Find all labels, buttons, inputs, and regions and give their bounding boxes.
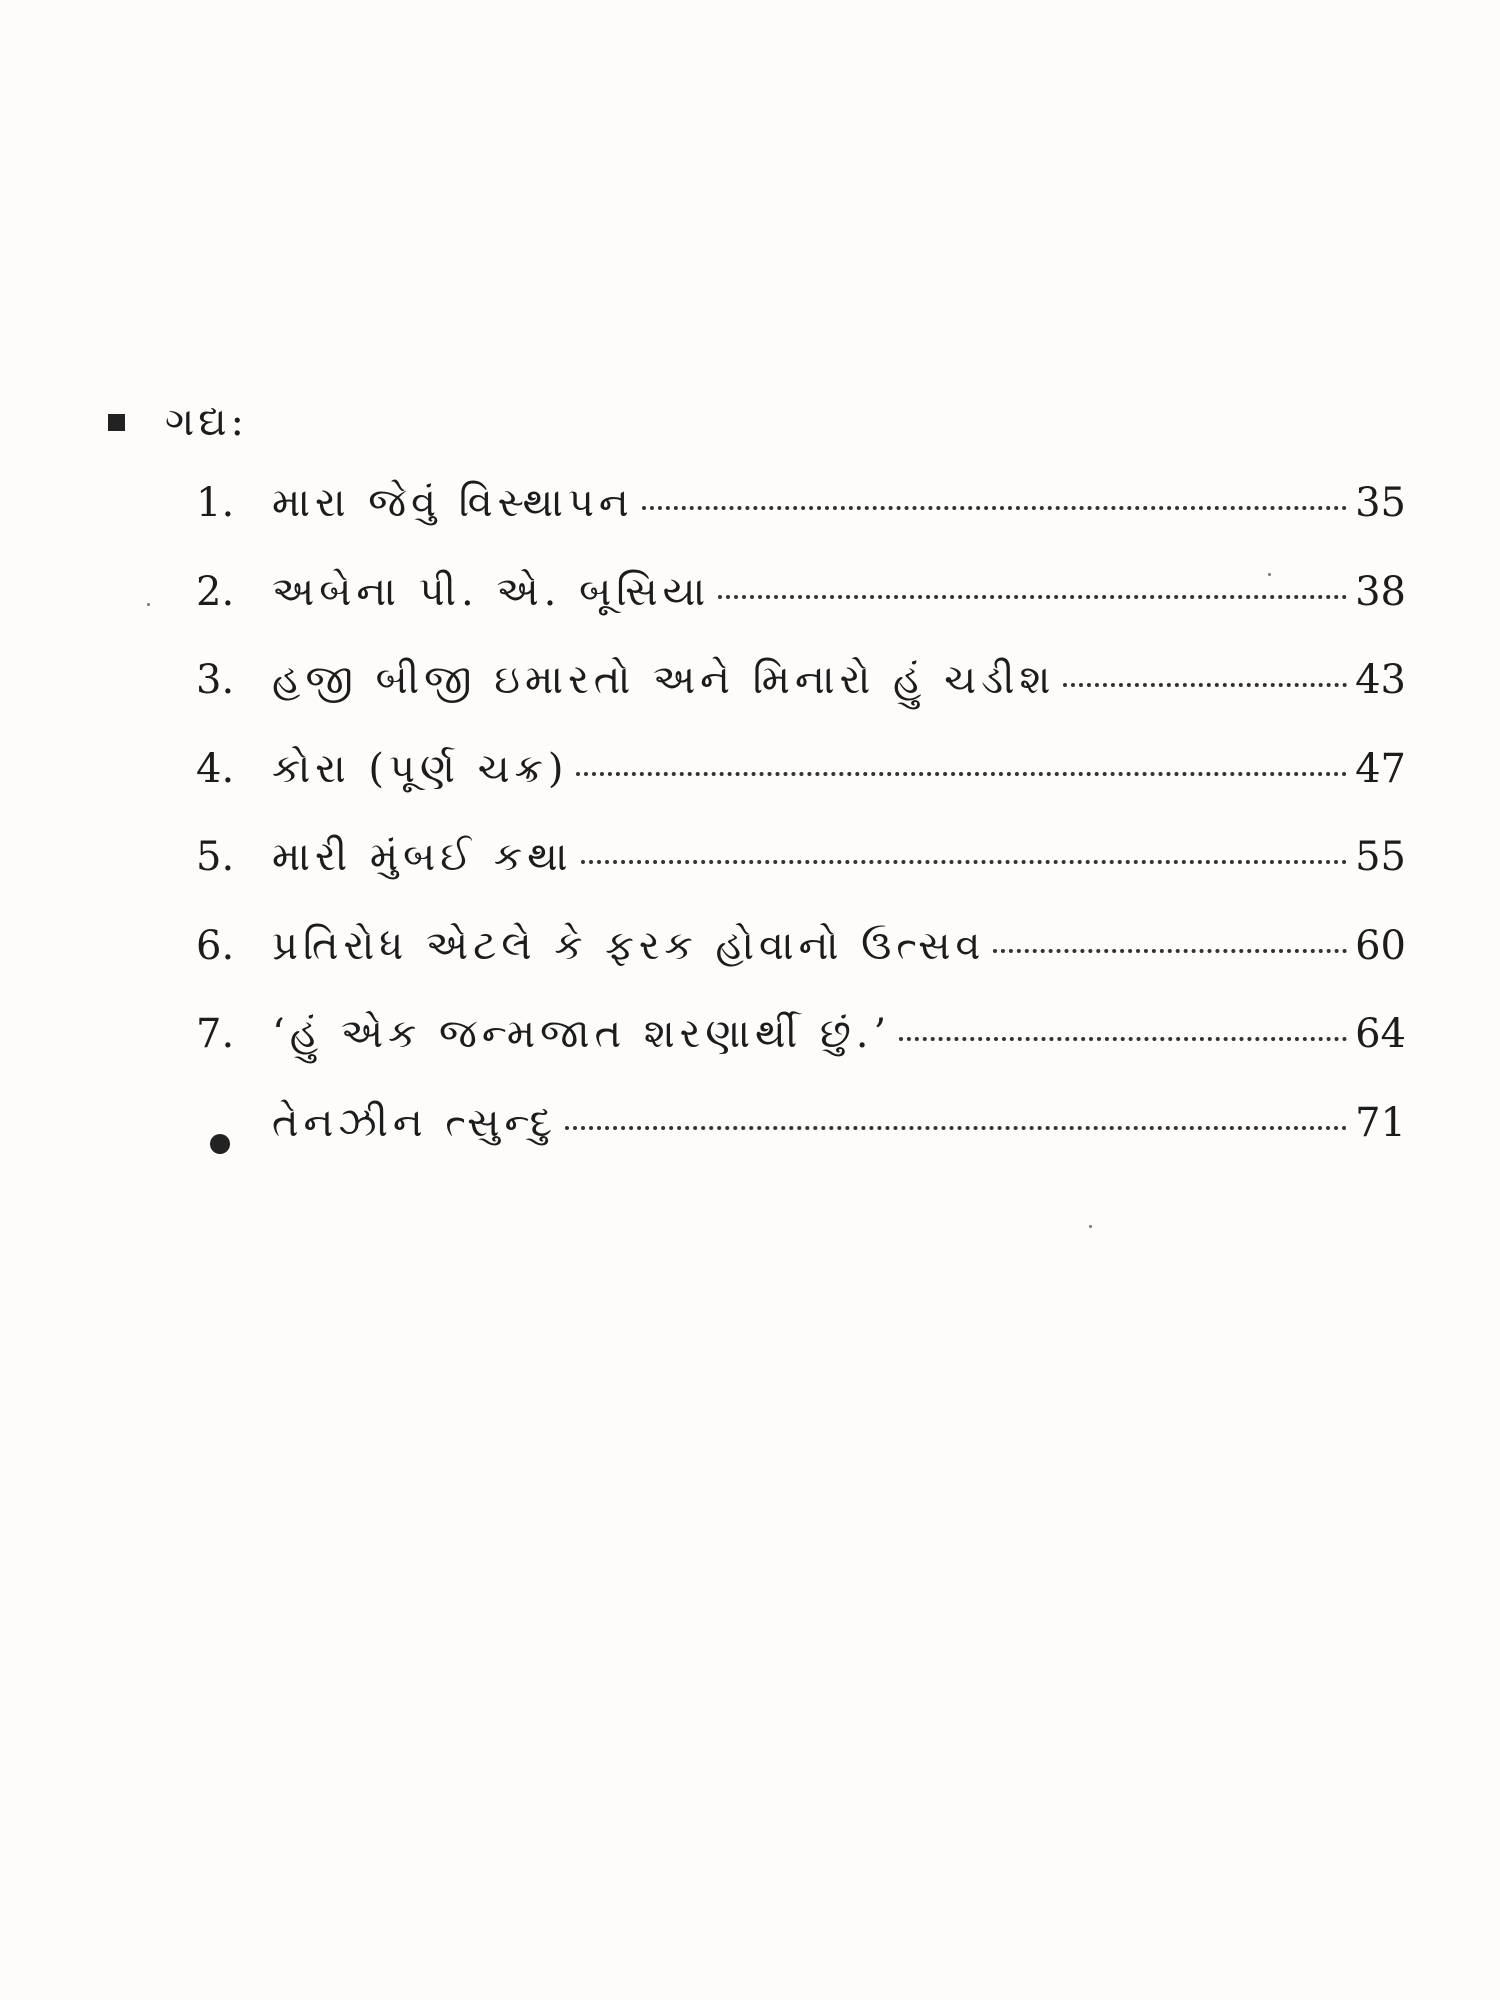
dot-leader [718,595,1347,599]
toc-entry-page: 43 [1355,657,1406,703]
round-bullet-icon [196,1134,272,1154]
toc-entry [196,923,1406,1012]
section-heading-text: ગદ્ય: [165,399,249,445]
toc-entry-page: 47 [1355,745,1406,792]
toc-entry-title: મારી મુંબઈ કથા [272,834,573,880]
toc-entry-number: 7. [196,1011,235,1057]
toc-entry-title: કોરા (પૂર્ણ ચક્ર) [272,745,569,792]
toc-entry-page: 38 [1355,568,1406,615]
dot-leader [1063,683,1347,687]
toc-entry-page: 55 [1355,834,1406,880]
toc-entry [196,1011,1406,1100]
toc-entry-page: 60 [1355,922,1406,969]
toc-entry-number: 6. [196,922,235,969]
toc-entry-number: 1. [196,480,235,526]
toc-entry-title: હજી બીજી ઇમારતો અને મિનારો હું ચડીશ [272,657,1056,703]
toc-author-page: 71 [1355,1099,1406,1146]
dot-leader [993,949,1347,953]
toc-entry-title: ‘હું એક જન્મજાત શરણાર્થી છું.’ [272,1011,892,1057]
toc-entry [196,657,1406,746]
toc-entry-title: મારા જેવું વિસ્થાપન [272,480,634,526]
toc-entry-number: 4. [196,745,235,792]
paper-speck [1268,573,1271,576]
paper-speck [147,603,150,606]
toc-entry-title: પ્રતિરોધ એટલે કે ફરક હોવાનો ઉત્સવ [272,922,986,969]
dot-leader [899,1037,1347,1041]
paper-speck [1089,1225,1092,1228]
toc-entry-title: અબેના પી. એ. બૂસિયા [272,568,711,615]
square-bullet-icon [108,414,125,431]
dot-leader [581,860,1348,864]
toc-author-entry [196,1100,1406,1189]
toc-author-name: તેનઝીન ત્સુન્દુ [272,1099,557,1146]
toc-entry [196,569,1406,658]
section-heading [108,392,248,452]
toc-entry [196,746,1406,835]
toc-entry-number: 3. [196,657,235,703]
table-of-contents [196,480,1406,1188]
toc-entry-page: 35 [1355,480,1406,526]
toc-entry-number: 5. [196,834,235,880]
toc-entry-page: 64 [1355,1011,1406,1057]
dot-leader [642,506,1347,510]
toc-entry-number: 2. [196,568,235,615]
dot-leader [576,772,1347,776]
dot-leader [565,1126,1347,1130]
toc-entry [196,480,1406,569]
toc-entry [196,834,1406,923]
